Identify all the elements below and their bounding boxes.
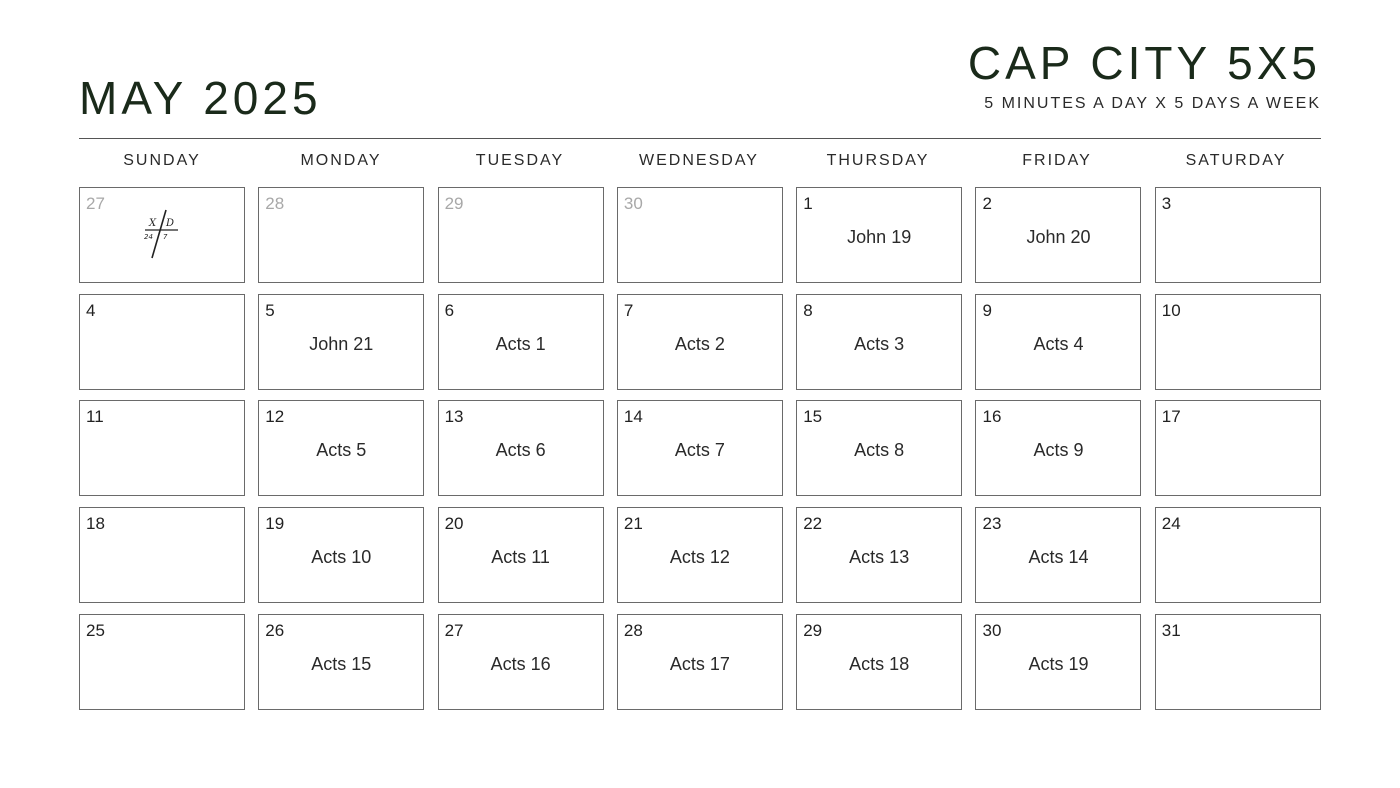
reading-assignment: John 21 xyxy=(309,333,374,354)
weekday-saturday: SATURDAY xyxy=(1185,152,1287,169)
day-number: 31 xyxy=(1161,620,1181,640)
weekday-wednesday: WEDNESDAY xyxy=(639,152,759,169)
day-number: 27 xyxy=(86,194,105,213)
calendar-day-cell[interactable] xyxy=(438,507,604,603)
day-number: 15 xyxy=(803,407,823,427)
day-number: 30 xyxy=(982,620,1002,640)
day-number: 13 xyxy=(444,407,464,427)
reading-assignment: Acts 16 xyxy=(490,653,551,674)
reading-assignment: Acts 14 xyxy=(1028,547,1089,568)
calendar-day-cell[interactable] xyxy=(438,294,604,390)
day-number: 6 xyxy=(444,300,455,320)
reading-assignment: Acts 3 xyxy=(854,333,905,354)
reading-assignment: Acts 7 xyxy=(674,440,725,461)
reading-assignment: Acts 19 xyxy=(1028,653,1089,674)
calendar-day-cell[interactable] xyxy=(617,294,783,390)
calendar-day-cell[interactable] xyxy=(258,294,424,390)
day-number: 11 xyxy=(86,407,104,427)
day-number: 21 xyxy=(623,514,643,534)
calendar-day-cell[interactable] xyxy=(617,507,783,603)
reading-assignment: Acts 13 xyxy=(849,547,910,568)
svg-text:7: 7 xyxy=(163,233,168,241)
calendar-day-cell[interactable] xyxy=(975,294,1141,390)
day-number: 17 xyxy=(1161,407,1181,427)
day-number: 29 xyxy=(444,194,464,213)
calendar-day-cell[interactable] xyxy=(79,187,245,283)
day-number: 5 xyxy=(265,300,275,320)
calendar-day-cell[interactable] xyxy=(796,400,962,496)
reading-assignment: Acts 1 xyxy=(495,333,546,354)
reading-assignment: Acts 18 xyxy=(849,653,910,674)
calendar-day-cell[interactable] xyxy=(796,507,962,603)
calendar-day-cell[interactable] xyxy=(79,507,245,603)
brand-block xyxy=(968,36,1321,114)
reading-assignment: Acts 15 xyxy=(311,653,372,674)
calendar-day-cell[interactable] xyxy=(258,614,424,710)
reading-assignment: Acts 17 xyxy=(669,653,730,674)
day-number: 10 xyxy=(1161,300,1181,320)
reading-assignment: Acts 6 xyxy=(495,440,546,461)
weekday-thursday: THURSDAY xyxy=(826,152,930,169)
calendar-day-cell[interactable] xyxy=(438,614,604,710)
calendar-day-cell[interactable] xyxy=(617,187,783,283)
weekday-tuesday: TUESDAY xyxy=(475,152,565,169)
reading-assignment: Acts 12 xyxy=(669,547,730,568)
day-number: 9 xyxy=(982,300,992,320)
weekday-sunday: SUNDAY xyxy=(123,152,201,169)
calendar-day-cell[interactable] xyxy=(258,400,424,496)
calendar-day-cell[interactable] xyxy=(975,187,1141,283)
day-number: 3 xyxy=(1161,194,1172,213)
svg-text:24: 24 xyxy=(144,233,153,241)
day-number: 30 xyxy=(623,194,643,213)
calendar-day-cell[interactable] xyxy=(1155,187,1321,283)
day-number: 7 xyxy=(623,300,634,320)
day-number: 28 xyxy=(265,194,285,213)
calendar-day-cell[interactable] xyxy=(796,294,962,390)
calendar-day-cell[interactable] xyxy=(1155,294,1321,390)
calendar-day-cell[interactable] xyxy=(438,400,604,496)
svg-text:X: X xyxy=(149,218,157,229)
reading-assignment: John 19 xyxy=(847,227,912,247)
calendar-day-cell[interactable] xyxy=(975,400,1141,496)
day-number: 28 xyxy=(623,620,643,640)
day-number: 16 xyxy=(982,407,1002,427)
reading-assignment: Acts 11 xyxy=(491,547,550,568)
weekday-friday: FRIDAY xyxy=(1022,152,1092,169)
calendar-day-cell[interactable] xyxy=(258,187,424,283)
month-title: MAY 2025 xyxy=(79,72,322,124)
calendar-day-cell[interactable] xyxy=(975,507,1141,603)
calendar-day-cell[interactable] xyxy=(79,614,245,710)
brand-title: CAP CITY 5X5 xyxy=(967,37,1321,89)
day-number: 25 xyxy=(86,620,105,640)
day-number: 23 xyxy=(982,514,1002,534)
reading-assignment: Acts 5 xyxy=(316,440,367,461)
reading-assignment: Acts 8 xyxy=(854,440,905,461)
day-number: 26 xyxy=(265,620,285,640)
calendar-day-cell[interactable] xyxy=(1155,400,1321,496)
reading-assignment: Acts 9 xyxy=(1033,440,1084,461)
reading-assignment: Acts 4 xyxy=(1033,333,1084,354)
calendar-day-cell[interactable] xyxy=(796,187,962,283)
day-number: 20 xyxy=(444,514,464,534)
day-number: 14 xyxy=(623,407,643,427)
day-number: 29 xyxy=(803,620,823,640)
calendar-day-cell[interactable] xyxy=(79,400,245,496)
day-number: 27 xyxy=(444,620,464,640)
calendar-day-cell[interactable] xyxy=(258,507,424,603)
calendar-day-cell[interactable] xyxy=(79,294,245,390)
weekday-header-row xyxy=(79,150,1321,172)
day-number: 2 xyxy=(982,194,992,213)
day-number: 8 xyxy=(803,300,813,320)
day-number: 19 xyxy=(265,514,285,534)
calendar-day-cell[interactable] xyxy=(617,614,783,710)
svg-text:D: D xyxy=(166,218,175,229)
day-number: 12 xyxy=(265,407,285,427)
calendar-day-cell[interactable] xyxy=(796,614,962,710)
calendar-day-cell[interactable] xyxy=(617,400,783,496)
xd-247-logo-icon xyxy=(142,208,182,260)
reading-assignment: Acts 10 xyxy=(311,547,372,568)
calendar-grid xyxy=(79,187,1321,710)
day-number: 4 xyxy=(86,300,96,320)
day-number: 22 xyxy=(803,514,823,534)
calendar-day-cell[interactable] xyxy=(1155,614,1321,710)
reading-assignment: Acts 2 xyxy=(674,333,725,354)
day-number: 18 xyxy=(86,514,105,534)
day-number: 1 xyxy=(803,194,813,213)
calendar-day-cell[interactable] xyxy=(438,187,604,283)
header-divider xyxy=(79,138,1321,139)
reading-assignment: John 20 xyxy=(1026,227,1091,247)
calendar-day-cell[interactable] xyxy=(1155,507,1321,603)
brand-subtitle: 5 MINUTES A DAY X 5 DAYS A WEEK xyxy=(984,95,1321,112)
day-number: 24 xyxy=(1161,514,1181,534)
weekday-monday: MONDAY xyxy=(300,152,382,169)
calendar-day-cell[interactable] xyxy=(975,614,1141,710)
